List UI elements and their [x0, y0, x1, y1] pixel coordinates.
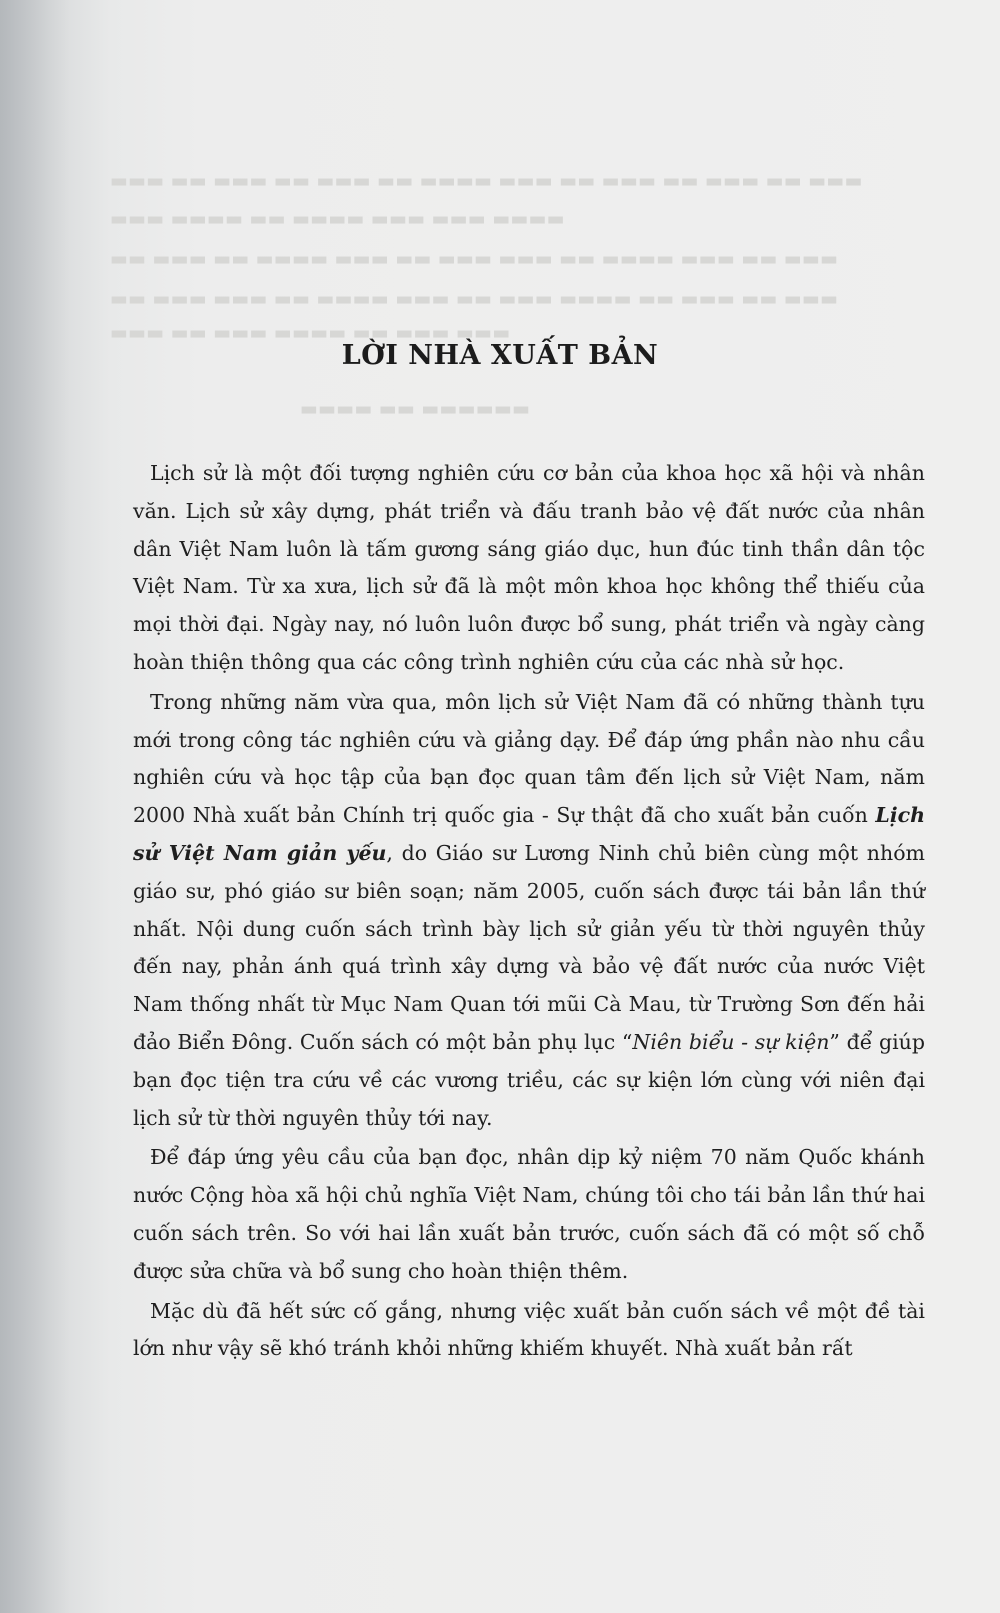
- appendix-title: Niên biểu - sự kiện: [632, 1029, 830, 1054]
- bleed-through-line: ▬▬ ▬▬▬ ▬▬▬ ▬▬ ▬▬▬▬ ▬▬▬ ▬▬ ▬▬▬ ▬▬▬▬ ▬▬ ▬▬▬ ▬▬ ▬▬▬: [110, 288, 839, 310]
- bleed-through-line: ▬▬▬ ▬▬▬▬ ▬▬ ▬▬▬▬ ▬▬▬ ▬▬▬ ▬▬▬▬: [110, 208, 565, 230]
- paragraph-text: ” để giúp bạn đọc tiện tra cứu về các vương triều, các sự kiện lớn cùng với niên đại lịch sử từ thời nguyên thủy tới nay.: [133, 1029, 925, 1130]
- paragraph: [133, 684, 925, 1138]
- bleed-through-line: ▬▬▬ ▬▬ ▬▬▬ ▬▬ ▬▬▬ ▬▬ ▬▬▬▬ ▬▬▬ ▬▬ ▬▬▬ ▬▬ ▬▬▬ ▬▬ ▬▬▬: [110, 170, 863, 192]
- paragraph: Lịch sử là một đối tượng nghiên cứu cơ bản của khoa học xã hội và nhân văn. Lịch sử xây dựng, phát triển và đấu tranh bảo vệ đất nước của nhân dân Việt Nam luôn là tấm gương sáng giáo dục, hun đúc tinh thần dân tộc Việt Nam. Từ xa xưa, lịch sử đã là một môn khoa học không thể thiếu của mọi thời đại. Ngày nay, nó luôn luôn được bổ sung, phát triển và ngày càng hoàn thiện thông qua các công trình nghiên cứu của các nhà sử học.: [133, 461, 925, 674]
- paragraph: Để đáp ứng yêu cầu của bạn đọc, nhân dịp kỷ niệm 70 năm Quốc khánh nước Cộng hòa xã hội chủ nghĩa Việt Nam, chúng tôi cho tái bản lần thứ hai cuốn sách trên. So với hai lần xuất bản trước, cuốn sách đã có một số chỗ được sửa chữa và bổ sung cho hoàn thiện thêm.: [133, 1145, 925, 1283]
- paragraph: Mặc dù đã hết sức cố gắng, nhưng việc xuất bản cuốn sách về một đề tài lớn như vậy sẽ khó tránh khỏi những khiếm khuyết. Nhà xuất bản rất: [133, 1298, 925, 1361]
- paragraph-text: Trong những năm vừa qua, môn lịch sử Việt Nam đã có những thành tựu mới trong công tác nghiên cứu và giảng dạy. Để đáp ứng phần nào nhu cầu nghiên cứu và học tập của bạn đọc quan tâm đến lịch sử Việt Nam, năm 2000 Nhà xuất bản Chính trị quốc gia - Sự thật đã cho xuất bản cuốn: [133, 689, 925, 828]
- page-heading: LỜI NHÀ XUẤT BẢN: [341, 340, 659, 371]
- paragraph-text: , do Giáo sư Lương Ninh chủ biên cùng một nhóm giáo sư, phó giáo sư biên soạn; năm 2005, cuốn sách được tái bản lần thứ nhất. Nội dung cuốn sách trình bày lịch sử giản yếu từ thời nguyên thủy đến nay, phản ánh quá trình xây dựng và bảo vệ đất nước của nước Việt Nam thống nhất từ Mục Nam Quan tới mũi Cà Mau, từ Trường Sơn đến hải đảo Biển Đông. Cuốn sách có một bản phụ lục “: [133, 840, 925, 1054]
- body-text: [133, 455, 925, 1368]
- bleed-through-line: ▬▬▬ ▬▬ ▬▬▬ ▬▬▬▬ ▬▬ ▬▬▬ ▬▬▬: [110, 322, 511, 344]
- book-title: Lịch sử Việt Nam giản yếu: [133, 803, 925, 865]
- spine-shadow: [0, 0, 70, 1613]
- bleed-through-line: ▬▬ ▬▬▬ ▬▬ ▬▬▬▬ ▬▬▬ ▬▬ ▬▬▬ ▬▬▬ ▬▬ ▬▬▬▬ ▬▬▬ ▬▬ ▬▬▬: [110, 248, 839, 270]
- bleed-through-line: ▬▬▬▬ ▬▬ ▬▬▬▬▬▬: [300, 398, 531, 420]
